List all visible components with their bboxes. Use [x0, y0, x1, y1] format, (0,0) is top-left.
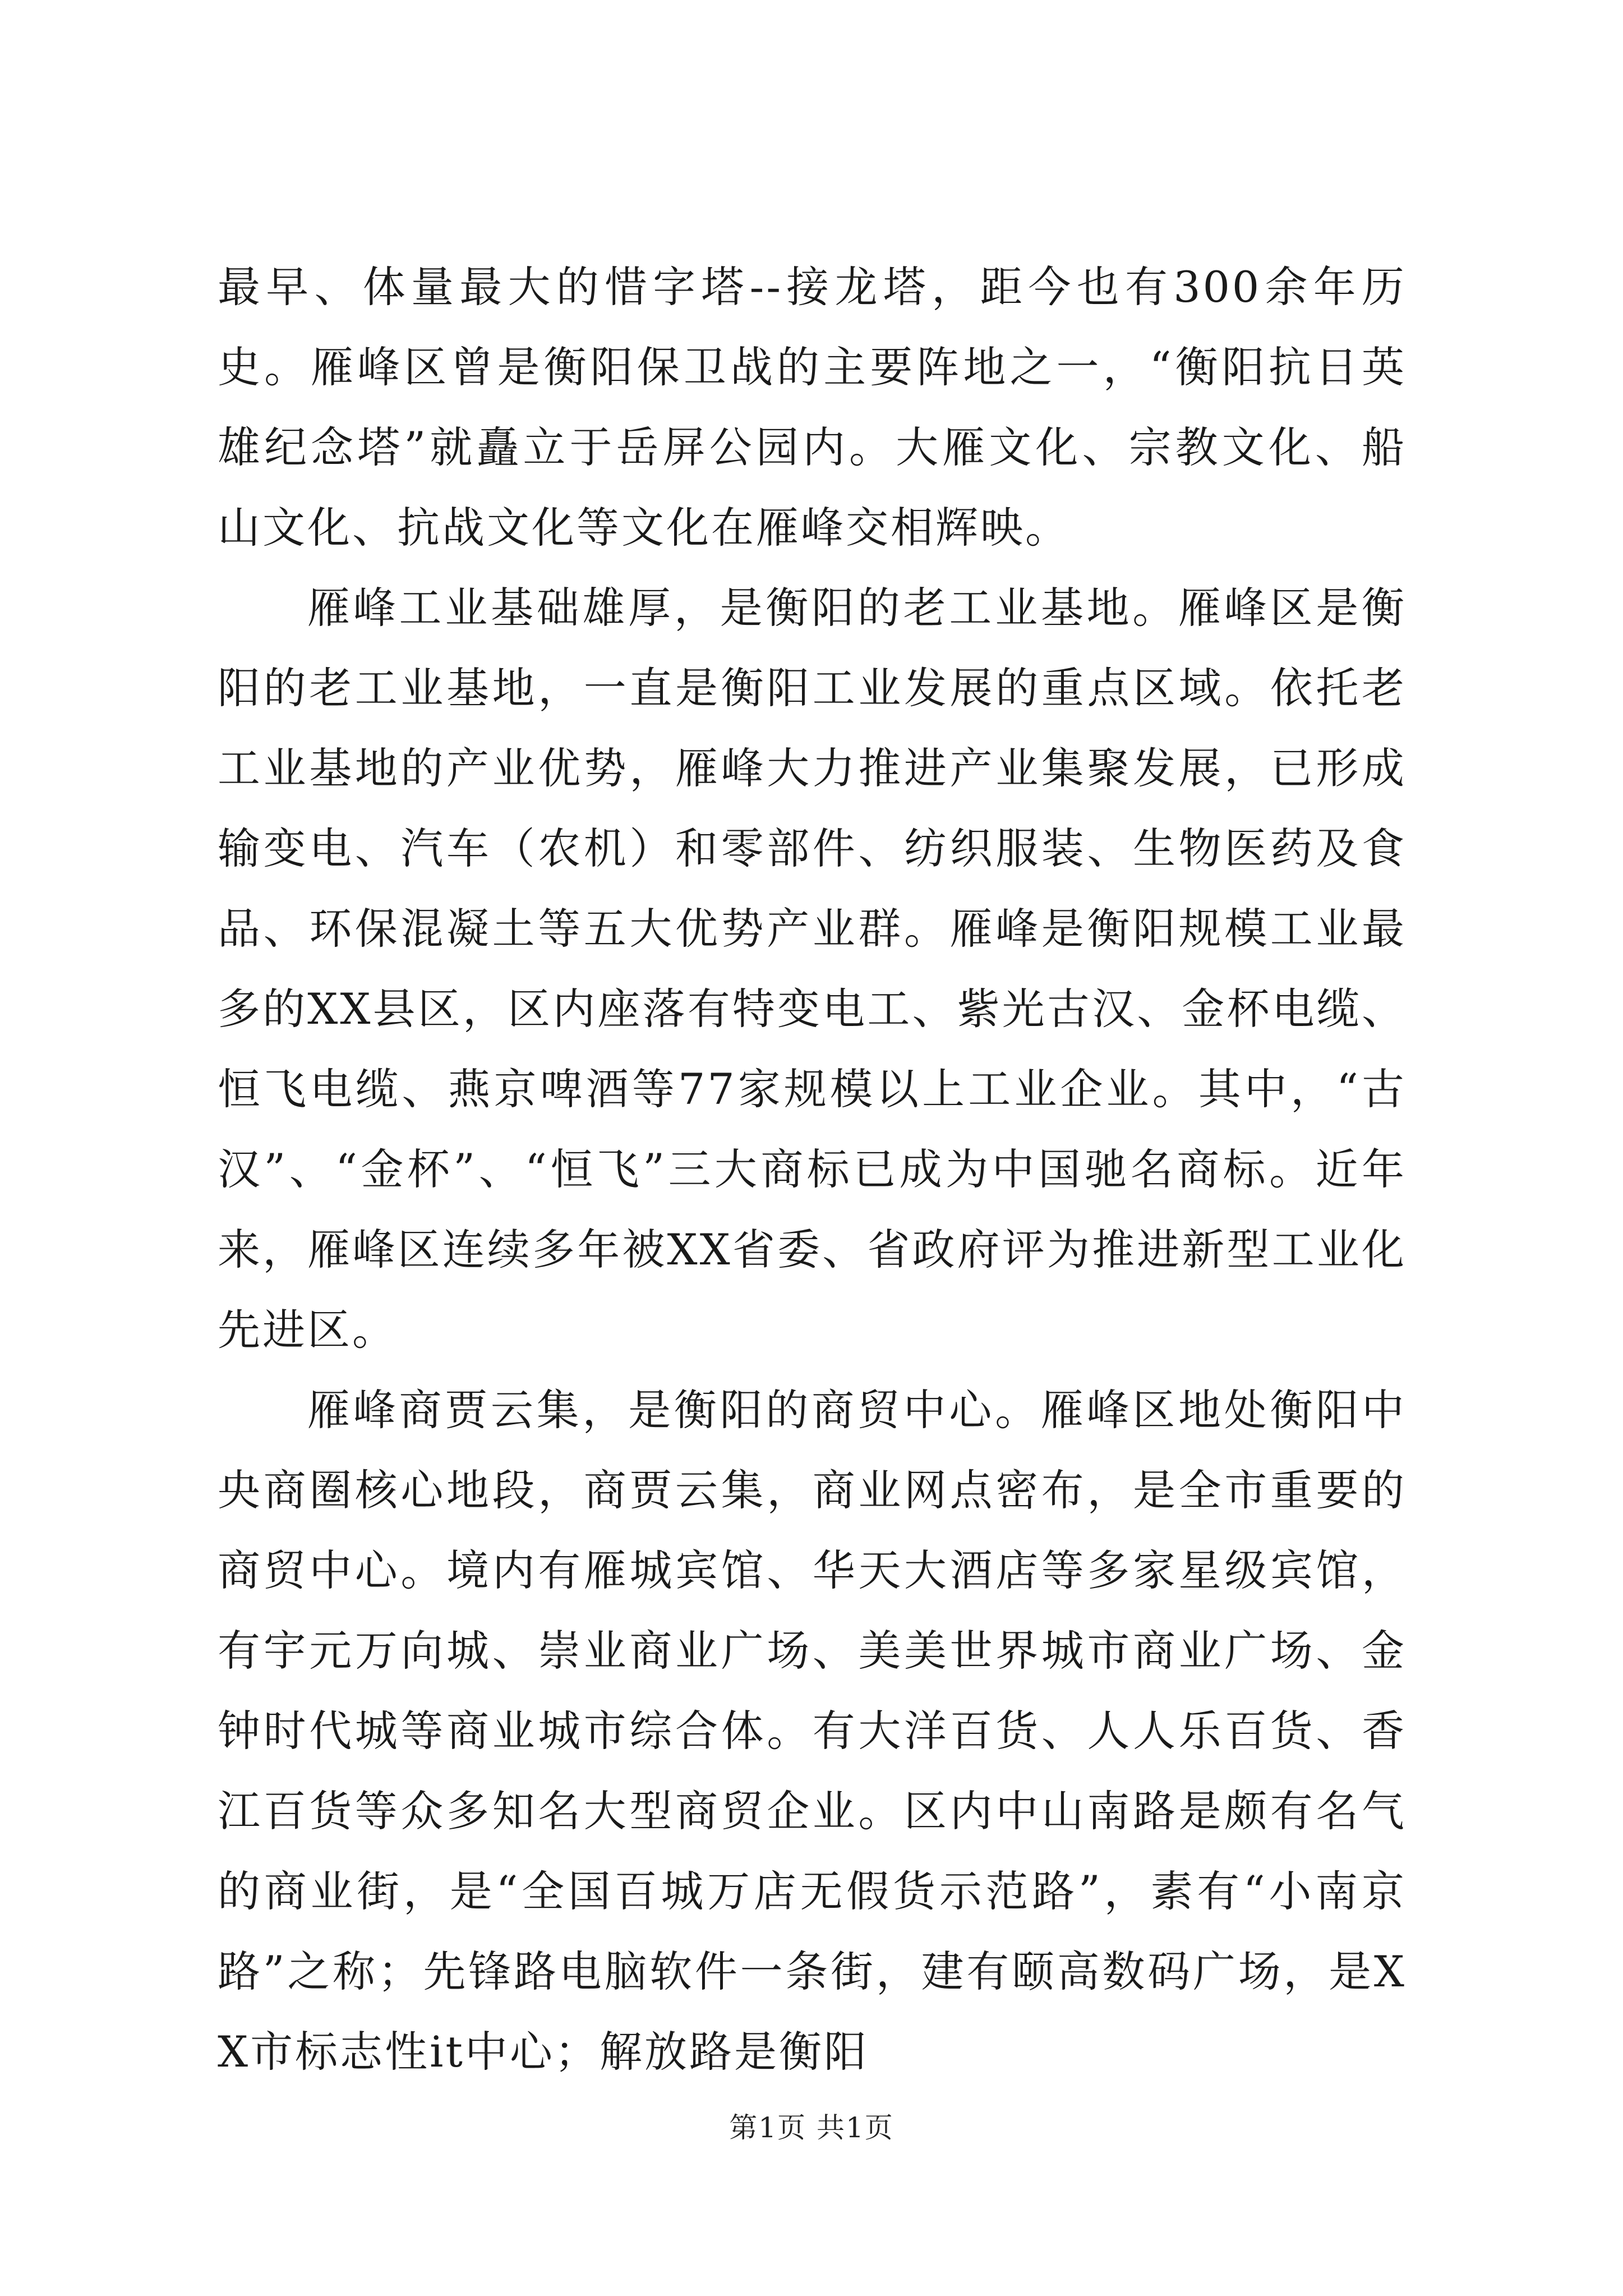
document-body — [218, 247, 1407, 2092]
page-footer: 第1页 共1页 — [729, 2111, 894, 2144]
paragraph-3: 雁峰商贾云集，是衡阳的商贸中心。雁峰区地处衡阳中央商圈核心地段，商贾云集，商业网点密布，是全市重要的商贸中心。境内有雁城宾馆、华天大酒店等多家星级宾馆，有宇元万向城、崇业商业广场、美美世界城市商业广场、金钟时代城等商业城市综合体。有大洋百货、人人乐百货、香江百货等众多知名大型商贸企业。区内中山南路是颇有名气的商业街，是“全国百城万店无假货示范路”，素有“小南京路”之称；先锋路电脑软件一条街，建有颐高数码广场，是XX市标志性it中心；解放路是衡阳 — [218, 1385, 1407, 2077]
paragraph-1: 最早、体量最大的惜字塔--接龙塔，距今也有300余年历史。雁峰区曾是衡阳保卫战的主要阵地之一，“衡阳抗日英雄纪念塔”就矗立于岳屏公园内。大雁文化、宗教文化、船山文化、抗战文化等文化在雁峰交相辉映。 — [218, 262, 1407, 553]
paragraph-2: 雁峰工业基础雄厚，是衡阳的老工业基地。雁峰区是衡阳的老工业基地，一直是衡阳工业发展的重点区域。依托老工业基地的产业优势，雁峰大力推进产业集聚发展，已形成输变电、汽车（农机）和零部件、纺织服装、生物医药及食品、环保混凝土等五大优势产业群。雁峰是衡阳规模工业最多的XX县区，区内座落有特变电工、紫光古汉、金杯电缆、恒飞电缆、燕京啤酒等77家规模以上工业企业。其中，“古汉”、“金杯”、“恒飞”三大商标已成为中国驰名商标。近年来，雁峰区连续多年被XX省委、省政府评为推进新型工业化先进区。 — [218, 583, 1407, 1355]
